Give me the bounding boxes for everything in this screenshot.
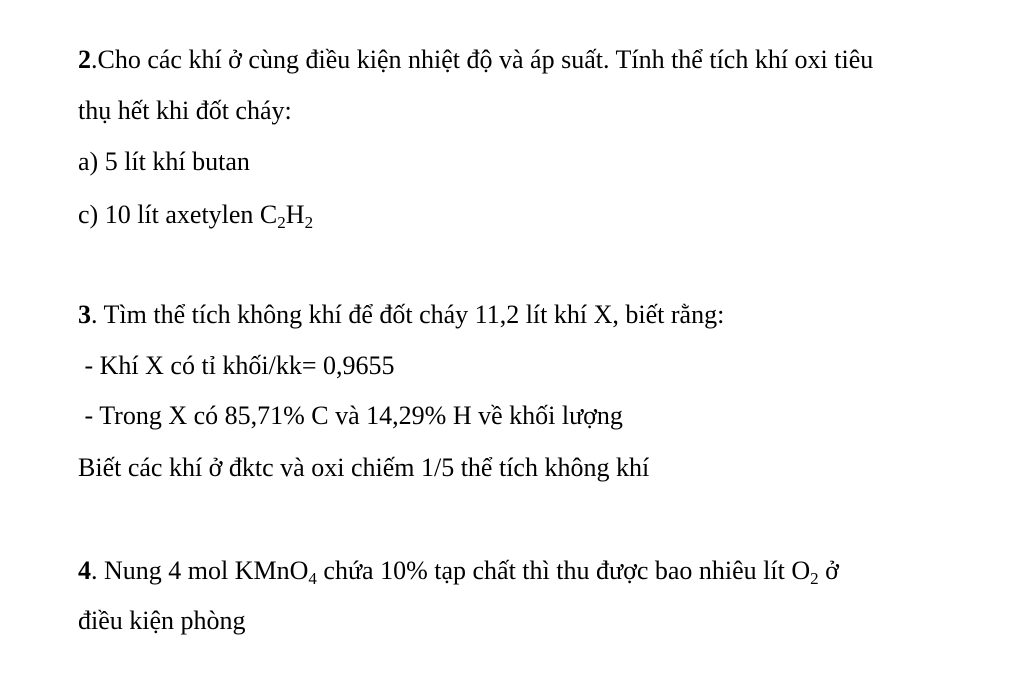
q3-number: 3 <box>78 300 91 329</box>
q3-bullet-2: - Trong X có 85,71% C và 14,29% H về khối lượng <box>78 401 623 430</box>
q4-line-1 <box>78 555 839 587</box>
q4-number: 4 <box>78 556 91 585</box>
q2-item-c-h: H <box>285 200 305 229</box>
q2-text-1: .Cho các khí ở cùng điều kiện nhiệt độ và áp suất. Tính thể tích khí oxi tiêu <box>91 45 874 74</box>
q2-line-1 <box>78 44 873 76</box>
q2-item-a: a) 5 lít khí butan <box>78 147 250 176</box>
q3-note: Biết các khí ở đktc và oxi chiếm 1/5 thể tích không khí <box>78 453 650 482</box>
q2-item-c-text: c) 10 lít axetylen C <box>78 200 278 229</box>
q2-item-c <box>78 199 313 231</box>
q3-text-1: . Tìm thể tích không khí để đốt cháy 11,2 lít khí X, biết rằng: <box>91 300 725 329</box>
q3-bullet-1: - Khí X có tỉ khối/kk= 0,9655 <box>78 351 395 380</box>
q4-text-post: ở <box>818 556 839 585</box>
q4-line-2: điều kiện phòng <box>78 606 246 635</box>
q2-item-c-sub-2: 2 <box>304 213 314 232</box>
q2-item-c-sub-1: 2 <box>277 213 286 232</box>
q4-text-mid: chứa 10% tạp chất thì thu được bao nhiêu lít O <box>316 556 811 585</box>
q4-sub-2: 2 <box>810 569 819 588</box>
q3-line-1 <box>78 299 724 331</box>
q2-line-2: thụ hết khi đốt cháy: <box>78 96 292 125</box>
q4-sub-1: 4 <box>308 569 317 588</box>
q4-text-pre: . Nung 4 mol KMnO <box>91 556 309 585</box>
q2-number: 2 <box>78 45 91 74</box>
